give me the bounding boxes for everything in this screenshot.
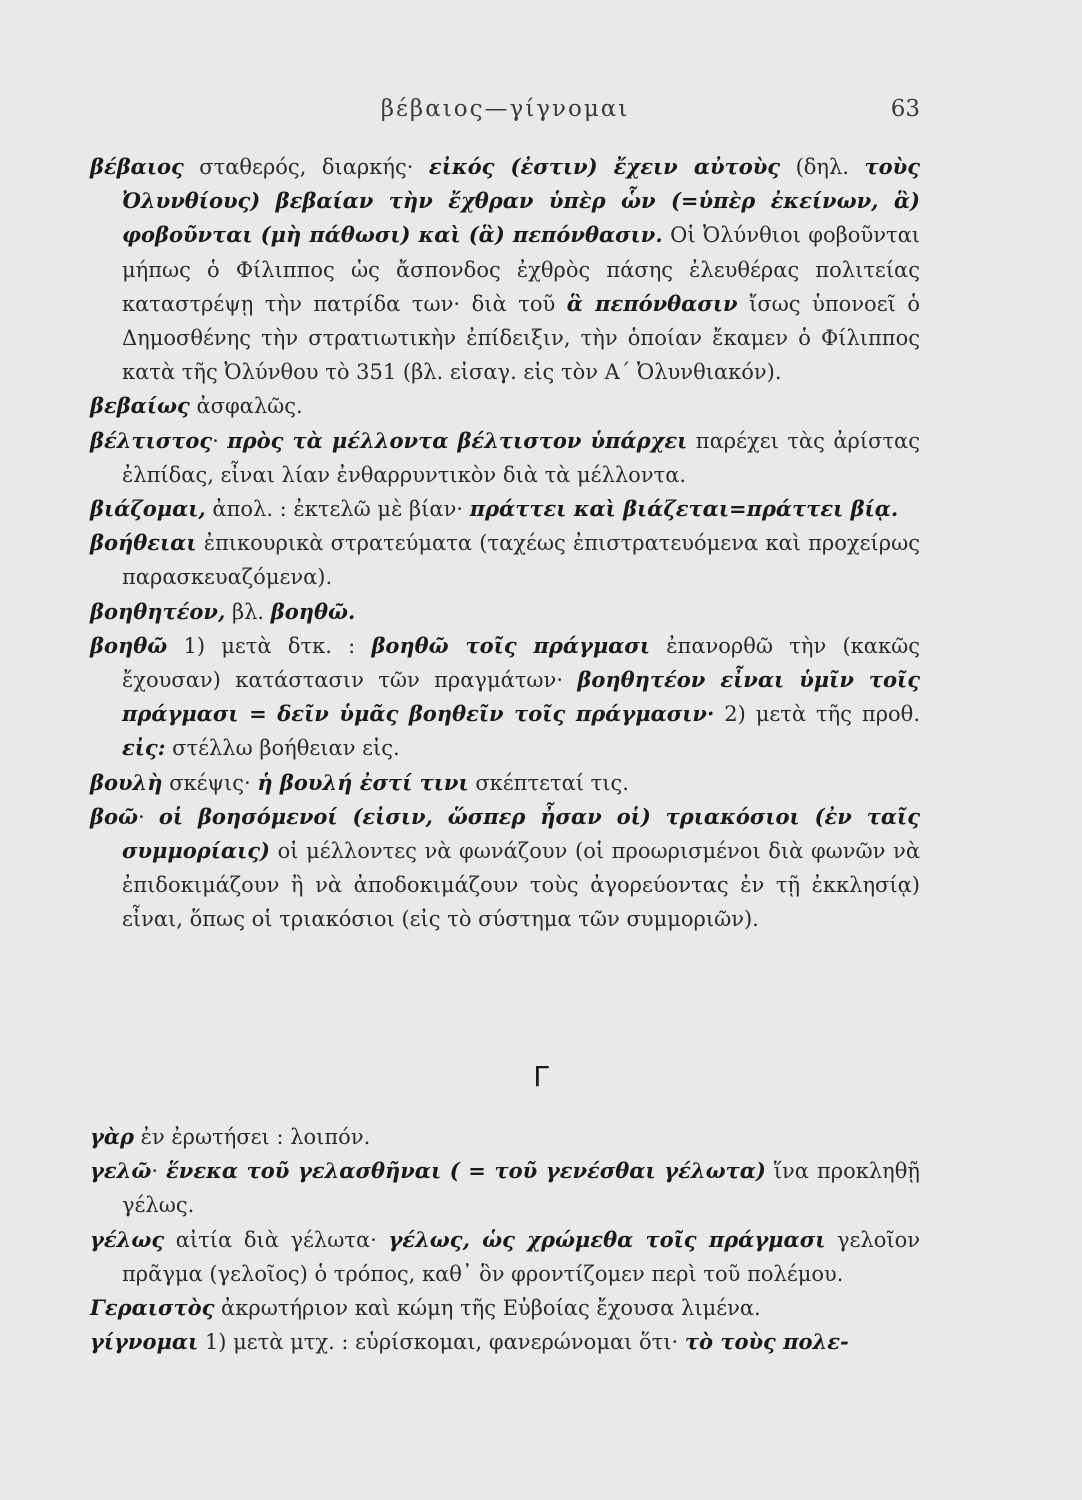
definition-text: παρέχει τὰς ἀρίστας ἐλπίδας, εἶναι λίαν ἐνθαρρυντικὸν διὰ τὰ μέλλοντα. bbox=[122, 428, 921, 487]
definition-text: 1) μετὰ μτχ. : εὑρίσκομαι, φανερώνομαι ὅτι· bbox=[198, 1330, 685, 1355]
definition-text: · bbox=[151, 1159, 167, 1184]
definition-text: ἀκρωτήριον καὶ κώμη τῆς Εὐβοίας ἔχουσα λιμένα. bbox=[214, 1296, 761, 1321]
definition-text: ἐν ἐρωτήσει : λοιπόν. bbox=[134, 1125, 371, 1149]
definition-text: 1) μετὰ δτκ. : bbox=[167, 633, 372, 658]
citation-text: οἱ βοησόμενοί (εἰσιν, ὥσπερ ἦσαν οἱ) τριακόσιοι (ἐν ταῖς συμμορίαις) bbox=[122, 803, 920, 864]
definition-text: σκέπτεταί τις. bbox=[468, 770, 629, 795]
citation-text: ἃ πεπόνθασιν bbox=[566, 290, 738, 316]
entry-boo bbox=[90, 800, 920, 937]
headword: βοηθῶ bbox=[90, 632, 168, 658]
entry-bebaios-adv bbox=[90, 389, 920, 423]
entry-boule bbox=[90, 766, 920, 800]
entry-boetheteon bbox=[90, 595, 920, 629]
entry-biazomai bbox=[90, 492, 920, 526]
entry-geraistos bbox=[90, 1291, 920, 1325]
definition-text: βλ. bbox=[225, 599, 271, 624]
headword: βέβαιος bbox=[90, 154, 184, 179]
entry-beltistos bbox=[90, 424, 920, 492]
headword: βοῶ bbox=[90, 803, 138, 829]
entry-boetheiai bbox=[90, 526, 920, 594]
headword: βεβαίως bbox=[90, 393, 190, 419]
entry-gar bbox=[90, 1120, 920, 1154]
definition-text: γελοῖον πρᾶγμα (γελοῖος) ὁ τρόπος, καθ᾽ ὃν φροντίζομεν περὶ τοῦ πολέμου. bbox=[122, 1227, 920, 1286]
citation-text: τὸ τοὺς πολε- bbox=[684, 1329, 849, 1355]
citation-text: βοηθητέον εἶναι ὑμῖν τοῖς πράγμασι = δεῖν ὑμᾶς βοηθεῖν τοῖς πράγμασιν· bbox=[122, 667, 920, 727]
headword: βιάζομαι, bbox=[90, 496, 206, 522]
citation-text: βοηθῶ. bbox=[270, 598, 356, 624]
headword: Γεραιστὸς bbox=[90, 1295, 215, 1321]
definition-text: οἱ μέλλοντες νὰ φωνάζουν (οἱ προωρισμένοι διὰ φωνῶν νὰ ἐπιδοκιμάζουν ἢ νὰ ἀποδοκιμάζουν τοὺς ἀγορεύοντας ἐν τῇ ἐκκλησίᾳ) εἶναι, ὅπως οἱ τριακόσιοι (εἰς τὸ σύστημα τῶν συμμοριῶν). bbox=[122, 839, 920, 932]
headword: βουλὴ bbox=[90, 769, 163, 795]
headword: βοηθητέον, bbox=[90, 598, 226, 624]
citation-text: εἰκός (ἐστιν) ἔχειν αὐτοὺς bbox=[428, 154, 781, 179]
headword: βέλτιστος bbox=[90, 427, 213, 453]
headword: γὰρ bbox=[90, 1124, 134, 1149]
entry-gelo bbox=[90, 1154, 920, 1222]
definition-text: (δηλ. bbox=[780, 155, 865, 179]
running-title: βέβαιος—γίγνομαι bbox=[380, 96, 630, 122]
definition-text: σταθερός, διαρκής· bbox=[183, 155, 429, 179]
definition-text: ἴσως ὑπονοεῖ ὁ Δημοσθένης τὴν στρατιωτικὴν ἐπίδειξιν, τὴν ὁποίαν ἔκαμεν ὁ Φίλιππος κατὰ τῆς Ὀλύνθου τὸ 351 (βλ. εἰσαγ. εἰς τὸν Α΄ Ὀλυνθιακόν). bbox=[122, 291, 920, 385]
headword: γέλως bbox=[90, 1226, 165, 1252]
citation-text: ἕνεκα τοῦ γελασθῆναι ( = τοῦ γενέσθαι γέλωτα) bbox=[166, 1158, 766, 1184]
citation-text: πρὸς τὰ μέλλοντα βέλτιστον ὑπάρχει bbox=[227, 427, 688, 453]
definition-text: ἀσφαλῶς. bbox=[189, 394, 303, 419]
entry-gignomai bbox=[90, 1325, 920, 1359]
citation-text: βοηθῶ τοῖς πράγμασι bbox=[371, 632, 651, 658]
definition-text: ἐπανορθῶ τὴν (κακῶς ἔχουσαν) κατάστασιν τῶν πραγμάτων· bbox=[122, 633, 920, 693]
citation-text: εἰς: bbox=[122, 735, 166, 761]
definition-text: αἰτία διὰ γέλωτα· bbox=[164, 1227, 389, 1252]
entries-gamma bbox=[90, 1120, 920, 1359]
citation-text: πράττει καὶ βιάζεται=πράττει βίᾳ. bbox=[469, 496, 899, 522]
definition-text: σκέψις· bbox=[162, 770, 258, 795]
citation-text: τοὺς Ὀλυνθίους) βεβαίαν τὴν ἔχθραν ὑπὲρ ὧν (=ὑπὲρ ἐκείνων, ἃ) φοβοῦνται (μὴ πάθωσι) καὶ (ἃ) πεπόνθασιν. bbox=[122, 154, 920, 248]
definition-text: ἐπικουρικὰ στρατεύματα (ταχέως ἐπιστρατευόμενα καὶ προχείρως παρασκευαζόμενα). bbox=[122, 531, 920, 590]
citation-text: ἡ βουλή ἐστί τινι bbox=[257, 769, 469, 795]
entry-boetho bbox=[90, 629, 920, 766]
entry-gelos bbox=[90, 1223, 920, 1291]
definition-text: · bbox=[212, 428, 228, 453]
headword: γελῶ bbox=[90, 1158, 152, 1184]
entries-beta bbox=[90, 150, 920, 937]
definition-text: ἵνα προκληθῇ γέλως. bbox=[122, 1159, 920, 1218]
citation-text: γέλως, ὡς χρώμεθα τοῖς πράγμασι bbox=[388, 1226, 826, 1252]
headword: γίγνομαι bbox=[90, 1329, 199, 1355]
definition-text: · bbox=[137, 804, 159, 829]
definition-text: ἀπολ. : ἐκτελῶ μὲ βίαν· bbox=[205, 497, 470, 522]
headword: βοήθειαι bbox=[90, 530, 197, 556]
entry-bebaios bbox=[90, 150, 920, 389]
definition-text: Οἱ Ὀλύνθιοι φοβοῦνται μήπως ὁ Φίλιππος ὡς ἄσπονδος ἐχθρὸς πάσης ἐλευθέρας πολιτείας καταστρέψῃ τὴν πατρίδα των· διὰ τοῦ bbox=[122, 223, 921, 316]
page-number: 63 bbox=[890, 96, 920, 122]
definition-text: 2) μετὰ τῆς προθ. bbox=[714, 702, 921, 727]
definition-text: στέλλω βοήθειαν εἰς. bbox=[165, 736, 400, 761]
section-letter: Γ bbox=[533, 1060, 549, 1093]
running-head bbox=[90, 96, 920, 126]
